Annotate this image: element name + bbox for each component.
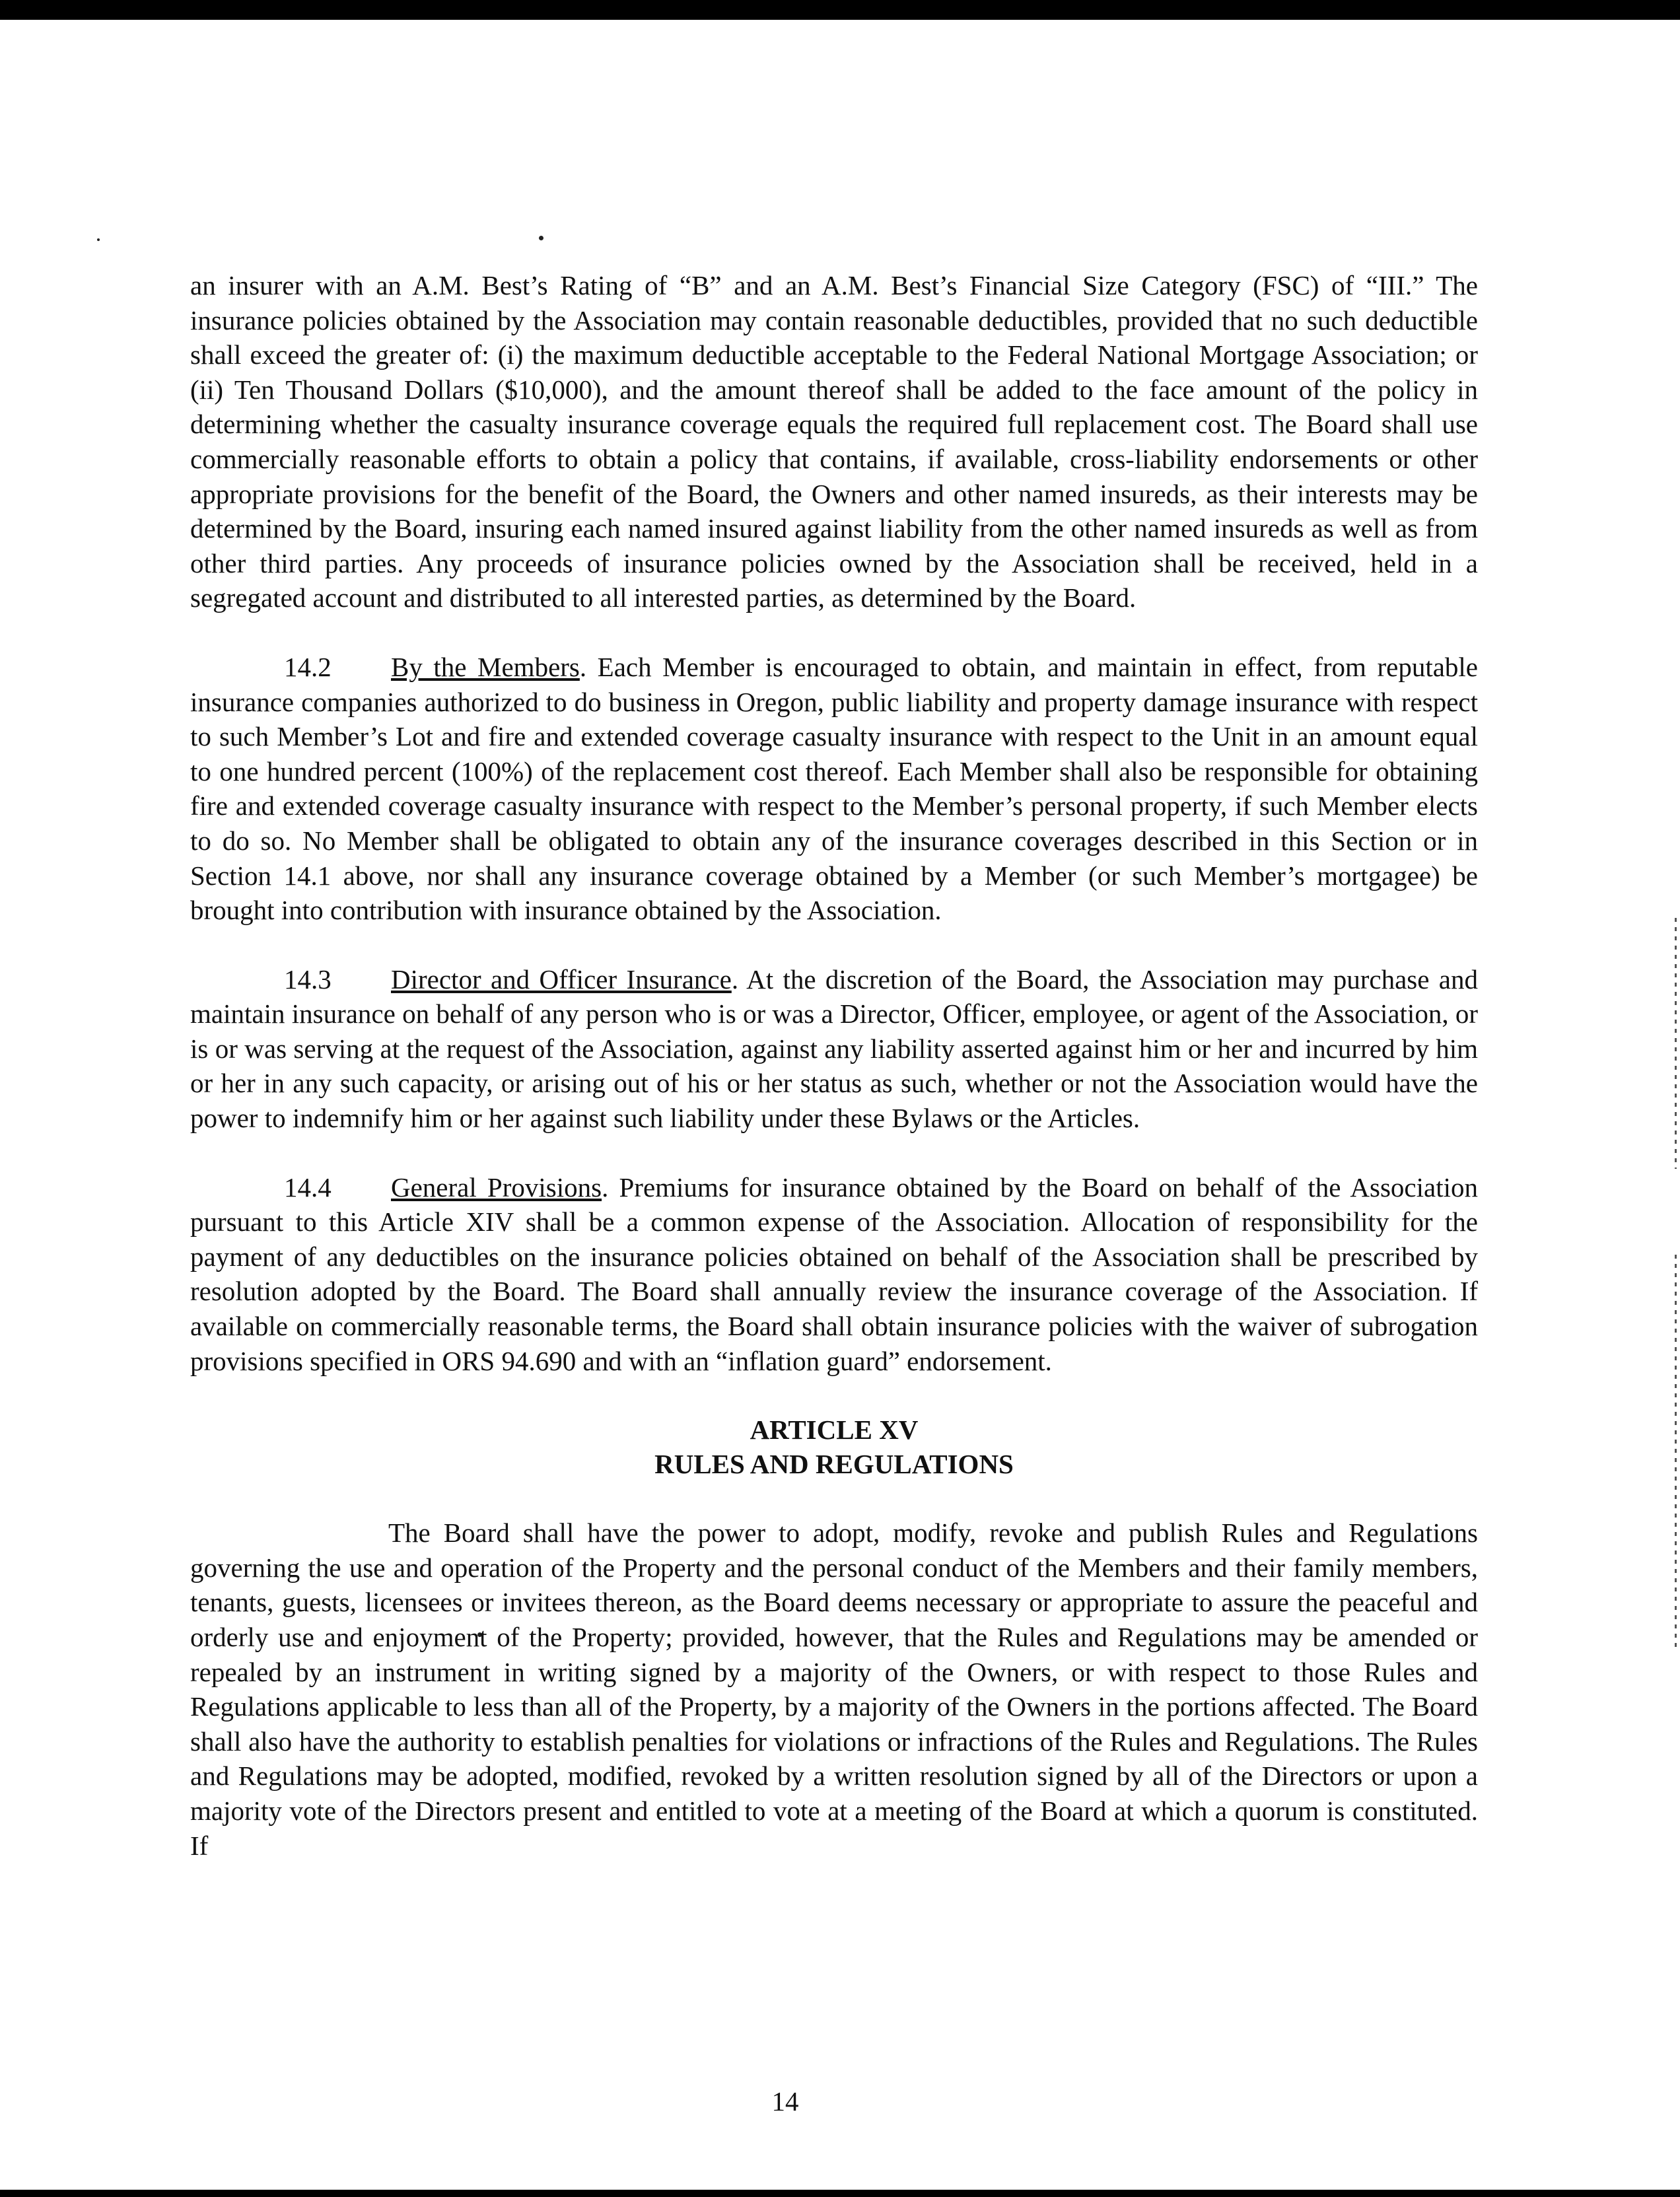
article-title: RULES AND REGULATIONS [654, 1449, 1014, 1480]
section-text: . Each Member is encouraged to obtain, and maintain in effect, from reputable insurance companies authorized to do business in Oregon, public liability and property damage insurance with respect to such Member’s Lot and fire and extended coverage casualty insurance with respect to the Unit in an amount equal to one hundred percent (100%) of the replacement cost thereof. Each Member shall also be responsible for obtaining fire and extended coverage casualty insurance with respect to the Member’s personal property, if such Member elects to do so. No Member shall be obligated to obtain any of the insurance coverages described in this Section or in Section 14.1 above, nor shall any insurance coverage obtained by a Member (or such Member’s mortgagee) be brought into contribution with insurance obtained by the Association. [190, 651, 1478, 926]
section-number: 14.2 [284, 651, 332, 682]
scan-border-bottom [0, 2190, 1680, 2197]
section-number: 14.4 [284, 1171, 332, 1203]
section-14-2 [190, 650, 1478, 928]
scan-edge-mark [1675, 918, 1677, 1169]
section-text: . At the discretion of the Board, the Association may purchase and maintain insurance on behalf of any person who is or was a Director, Officer, employee, or agent of the Association, or is or was serving at the request of the Association, against any liability asserted against him or her and incurred by him or her in any such capacity, or arising out of his or her status as such, whether or not the Association would have the power to indemnify him or her against such liability under these Bylaws or the Articles. [190, 963, 1478, 1134]
section-number: 14.3 [284, 963, 332, 994]
document-page [190, 268, 1478, 1863]
article-paragraph: The Board shall have the power to adopt, modify, revoke and publish Rules and Regulations governing the use and operation of the Property and the personal conduct of the Members and their family members, tenants, guests, licensees or invitees thereon, as the Board deems necessary or appropriate to assure the peaceful and orderly use and enjoyment of the Property; provided, however, that the Rules and Regulations may be amended or repealed by an instrument in writing signed by a majority of the Owners, or with respect to those Rules and Regulations applicable to less than all of the Property, by a majority of the Owners in the portions affected. The Board shall also have the authority to establish penalties for violations or infractions of the Rules and Regulations. The Rules and Regulations may be adopted, modified, revoked by a written resolution signed by all of the Directors or upon a majority vote of the Directors present and entitled to vote at a meeting of the Board at which a quorum is constituted. If [190, 1517, 1478, 1861]
section-14-3 [190, 962, 1478, 1136]
scan-speck [97, 238, 100, 241]
scan-border-top [0, 0, 1680, 20]
section-14-4 [190, 1170, 1478, 1379]
article-heading [190, 1412, 1478, 1481]
continuation-paragraph: an insurer with an A.M. Best’s Rating of “B” and an A.M. Best’s Financial Size Category (FSC) of “III.” The insurance policies obtained by the Association may contain reasonable deductibles, provided that no such deductible shall exceed the greater of: (i) the maximum deductible acceptable to the Federal National Mortgage Association; or (ii) Ten Thousand Dollars ($10,000), and the amount thereof shall be added to the face amount of the policy in determining whether the casualty insurance coverage equals the required full replacement cost. The Board shall use commercially reasonable efforts to obtain a policy that contains, if available, cross-liability endorsements or other appropriate provisions for the benefit of the Board, the Owners and other named insureds, as their interests may be determined by the Board, insuring each named insured against liability from the other named insureds as well as from other third parties. Any proceeds of insurance policies owned by the Association shall be received, held in a segregated account and distributed to all interested parties, as determined by the Board. [190, 270, 1478, 613]
scan-edge-mark [1675, 1255, 1677, 1651]
section-heading: By the Members [391, 651, 580, 682]
page-number: 14 [771, 2086, 799, 2116]
article-number: ARTICLE XV [750, 1414, 919, 1446]
section-heading: General Provisions [391, 1171, 602, 1203]
section-heading: Director and Officer Insurance [391, 963, 732, 994]
section-text: . Premiums for insurance obtained by the Board on behalf of the Association pursuant to this Article XIV shall be a common expense of the Association. Allocation of responsibility for the payment of any deductibles on the insurance policies obtained on behalf of the Association shall be prescribed by resolution adopted by the Board. The Board shall annually review the insurance coverage of the Association. If available on commercially reasonable terms, the Board shall obtain insurance policies with the waiver of subrogation provisions specified in ORS 94.690 and with an “inflation guard” endorsement. [190, 1171, 1479, 1376]
scan-speck [539, 236, 543, 240]
